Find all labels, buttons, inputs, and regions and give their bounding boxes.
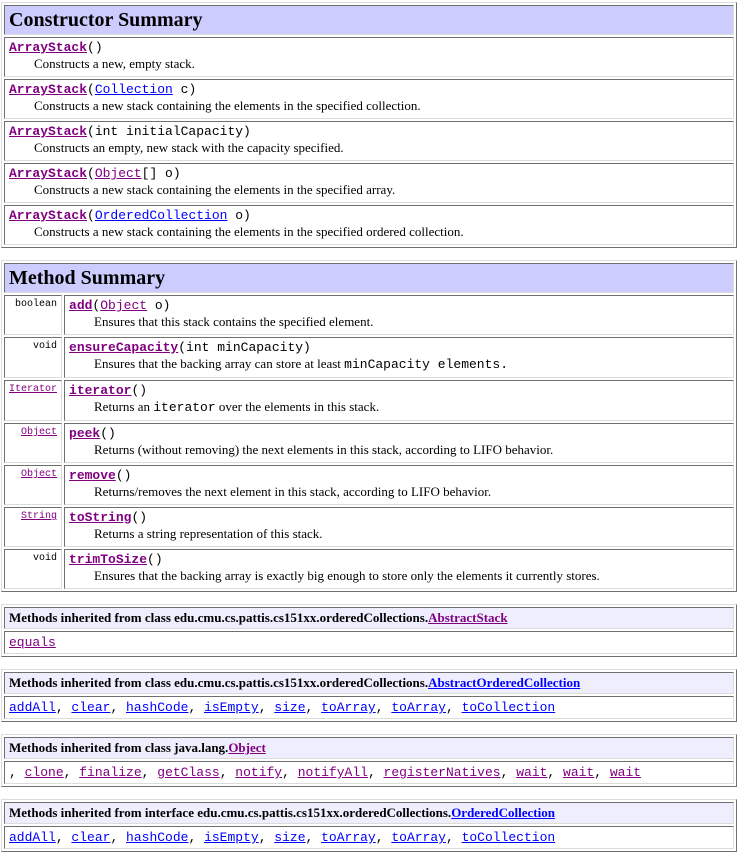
member-description [94,526,729,542]
inherited-heading-row [4,802,734,824]
member-description [94,399,729,416]
signature-text: () [131,383,148,398]
member-signature [69,468,729,484]
inherited-method-link[interactable]: toArray [391,830,446,845]
signature-text: o) [147,298,171,313]
constructor-summary-table [1,2,737,248]
inherited-method-link[interactable]: isEmpty [204,700,259,715]
member-signature [9,208,729,224]
constructor-row [4,121,734,161]
signature-text: (int minCapacity) [178,340,311,355]
inherited-method-link[interactable]: finalize [79,765,142,780]
param-type-link[interactable]: OrderedCollection [94,208,228,223]
member-signature [9,82,729,98]
separator: , [500,765,517,780]
method-row [4,507,734,547]
method-summary-heading: Method Summary [4,263,734,293]
member-signature [69,510,729,526]
separator: , [188,830,205,845]
separator: , [375,700,392,715]
method-cell [64,337,734,378]
inherited-method-link[interactable]: toArray [321,830,376,845]
method-row [4,549,734,589]
member-description [94,314,729,330]
signature-text: ( [87,208,95,223]
method-link[interactable]: ArrayStack [9,40,88,55]
inherited-heading [4,737,734,759]
inherited-method-link[interactable]: clear [71,700,111,715]
member-description [34,140,729,156]
signature-text: () [100,426,116,441]
signature-text: ( [87,166,95,181]
separator: , [445,830,462,845]
description-text: Returns/removes the next element in this stack, according to LIFO behavior. [94,484,492,499]
inherited-members-cell [4,761,734,784]
signature-text: c) [172,82,197,97]
inherited-class-link[interactable]: Object [228,740,266,755]
inherited-method-link[interactable]: toCollection [461,830,556,845]
inherited-class-link[interactable]: AbstractStack [428,610,508,625]
signature-text: () [131,510,148,525]
inherited-methods-table [1,799,737,852]
constructor-summary-heading: Constructor Summary [4,5,734,35]
inherited-method-link[interactable]: wait [609,765,642,780]
return-type-cell [4,380,62,421]
member-description [34,224,729,240]
member-signature [9,124,729,140]
return-type-link[interactable]: Iterator [9,384,58,395]
method-row [4,423,734,463]
inherited-methods-sections [1,604,737,852]
signature-text: () [115,468,132,483]
inherited-heading-row [4,737,734,759]
method-row [4,295,734,335]
inherited-method-link[interactable]: size [274,830,306,845]
signature-text: (int initialCapacity) [87,124,251,139]
method-row [4,465,734,505]
inherited-method-link[interactable]: hashCode [126,830,189,845]
signature-text: () [147,552,163,567]
inherited-members-row [4,631,734,654]
member-description [34,182,729,198]
inherited-method-link[interactable]: clone [24,765,64,780]
member-description [94,484,729,500]
member-signature [9,166,729,182]
inherited-members-cell [4,826,734,849]
method-cell [64,507,734,547]
inherited-method-link[interactable]: equals [9,635,56,650]
return-type-link[interactable]: Object [21,427,58,438]
separator: , [282,765,298,780]
inherited-method-link[interactable]: toCollection [461,700,556,715]
method-link[interactable]: add [69,298,93,313]
separator: , [55,700,72,715]
inherited-method-link[interactable]: addAll [9,830,56,845]
constructor-cell [4,205,734,245]
param-type-link[interactable]: Object [94,166,142,181]
member-signature [69,383,729,399]
inherited-heading-text: Methods inherited from class java.lang. [9,740,229,755]
description-text: Returns a string representation of this stack. [94,526,323,541]
description-text: Returns an [94,399,154,414]
method-link[interactable]: ArrayStack [9,82,88,97]
member-signature [69,298,729,314]
return-type-cell [4,295,62,335]
method-cell [64,380,734,421]
inherited-members-cell [4,631,734,654]
param-type-link[interactable]: Collection [94,82,173,97]
constructor-cell [4,163,734,203]
signature-text: [] o) [141,166,181,181]
return-type-cell [4,465,62,505]
inherited-members-row [4,826,734,849]
inline-code: iterator [153,400,216,415]
inherited-heading [4,607,734,629]
method-link[interactable]: peek [69,426,101,441]
signature-text: () [87,40,103,55]
return-type-link[interactable]: Object [21,469,58,480]
separator: , [305,700,322,715]
inherited-method-link[interactable]: toArray [321,700,376,715]
inherited-method-link[interactable]: addAll [9,700,56,715]
method-link[interactable]: ArrayStack [9,166,88,181]
separator: , [141,765,158,780]
method-link[interactable]: iterator [69,383,132,398]
method-summary-table [1,260,737,592]
inherited-methods-table [1,669,737,722]
separator: , [375,830,392,845]
method-cell [64,423,734,463]
method-link[interactable]: trimToSize [69,552,148,567]
separator: , [367,765,384,780]
member-description [94,568,729,584]
inherited-methods-table [1,734,737,787]
signature-text: o) [227,208,251,223]
inherited-method-link[interactable]: toArray [391,700,446,715]
inherited-heading-row [4,672,734,694]
separator: , [110,830,127,845]
return-type-cell [4,337,62,378]
description-text: Constructs a new stack containing the elements in the specified ordered collection. [34,224,464,239]
inherited-method-link[interactable]: isEmpty [204,830,259,845]
member-signature [69,426,729,442]
constructor-row [4,37,734,77]
separator: , [547,765,564,780]
description-text: over the elements in this stack. [215,399,380,414]
separator: , [9,765,25,780]
inherited-heading-text: Methods inherited from class edu.cmu.cs.pattis.cs151xx.orderedCollections. [9,675,429,690]
member-description [94,442,729,458]
inherited-method-link[interactable]: wait [516,765,548,780]
separator: , [258,830,275,845]
inherited-methods-table [1,604,737,657]
separator: , [445,700,462,715]
inherited-method-link[interactable]: size [274,700,306,715]
return-type-text: void [33,341,58,352]
inherited-method-link[interactable]: wait [563,765,595,780]
constructor-cell [4,79,734,119]
inherited-class-link[interactable]: AbstractOrderedCollection [428,675,581,690]
separator: , [305,830,322,845]
inherited-members-row [4,761,734,784]
constructor-cell [4,37,734,77]
return-type-cell [4,549,62,589]
inherited-method-link[interactable]: hashCode [126,700,189,715]
return-type-text: void [33,553,58,564]
signature-text: ( [87,82,95,97]
return-type-cell [4,507,62,547]
method-link[interactable]: ArrayStack [9,124,88,139]
member-description [34,98,729,114]
method-link[interactable]: ensureCapacity [69,340,179,355]
inherited-members-cell [4,696,734,719]
inherited-method-link[interactable]: getClass [157,765,220,780]
member-description [94,356,729,373]
description-text: Returns (without removing) the next elements in this stack, according to LIFO behavior. [94,442,554,457]
inherited-method-link[interactable]: clear [71,830,111,845]
method-cell [64,549,734,589]
separator: , [55,830,72,845]
constructor-row [4,79,734,119]
return-type-text: boolean [15,299,58,310]
separator: , [63,765,80,780]
constructor-row [4,205,734,245]
description-text: Ensures that this stack contains the specified element. [94,314,374,329]
separator: , [188,700,205,715]
inherited-heading [4,802,734,824]
description-text: Ensures that the backing array can store at least [94,356,345,371]
member-description [34,56,729,72]
separator: , [110,700,127,715]
inherited-method-link[interactable]: notify [235,765,283,780]
inherited-heading-text: Methods inherited from interface edu.cmu.cs.pattis.cs151xx.orderedCollections. [9,805,452,820]
method-cell [64,465,734,505]
method-row [4,337,734,378]
method-row [4,380,734,421]
constructor-row [4,163,734,203]
description-text: Constructs a new, empty stack. [34,56,195,71]
inherited-class-link[interactable]: OrderedCollection [451,805,555,820]
description-text: Ensures that the backing array is exactly big enough to store only the elements it currently stores. [94,568,600,583]
inherited-members-row [4,696,734,719]
inherited-method-link[interactable]: notifyAll [297,765,368,780]
inline-code: minCapacity elements. [344,357,508,372]
separator: , [258,700,275,715]
member-signature [69,340,729,356]
separator: , [594,765,610,780]
inherited-heading [4,672,734,694]
method-cell [64,295,734,335]
description-text: Constructs a new stack containing the elements in the specified collection. [34,98,421,113]
method-link[interactable]: toString [69,510,132,525]
description-text: Constructs a new stack containing the elements in the specified array. [34,182,396,197]
return-type-link[interactable]: String [21,511,58,522]
constructor-cell [4,121,734,161]
member-signature [9,40,729,56]
member-signature [69,552,729,568]
inherited-method-link[interactable]: registerNatives [383,765,501,780]
method-link[interactable]: ArrayStack [9,208,88,223]
inherited-heading-row [4,607,734,629]
signature-text: ( [92,298,101,313]
return-type-cell [4,423,62,463]
param-type-link[interactable]: Object [100,298,148,313]
description-text: Constructs an empty, new stack with the capacity specified. [34,140,344,155]
method-link[interactable]: remove [69,468,116,483]
separator: , [219,765,236,780]
inherited-heading-text: Methods inherited from class edu.cmu.cs.pattis.cs151xx.orderedCollections. [9,610,429,625]
